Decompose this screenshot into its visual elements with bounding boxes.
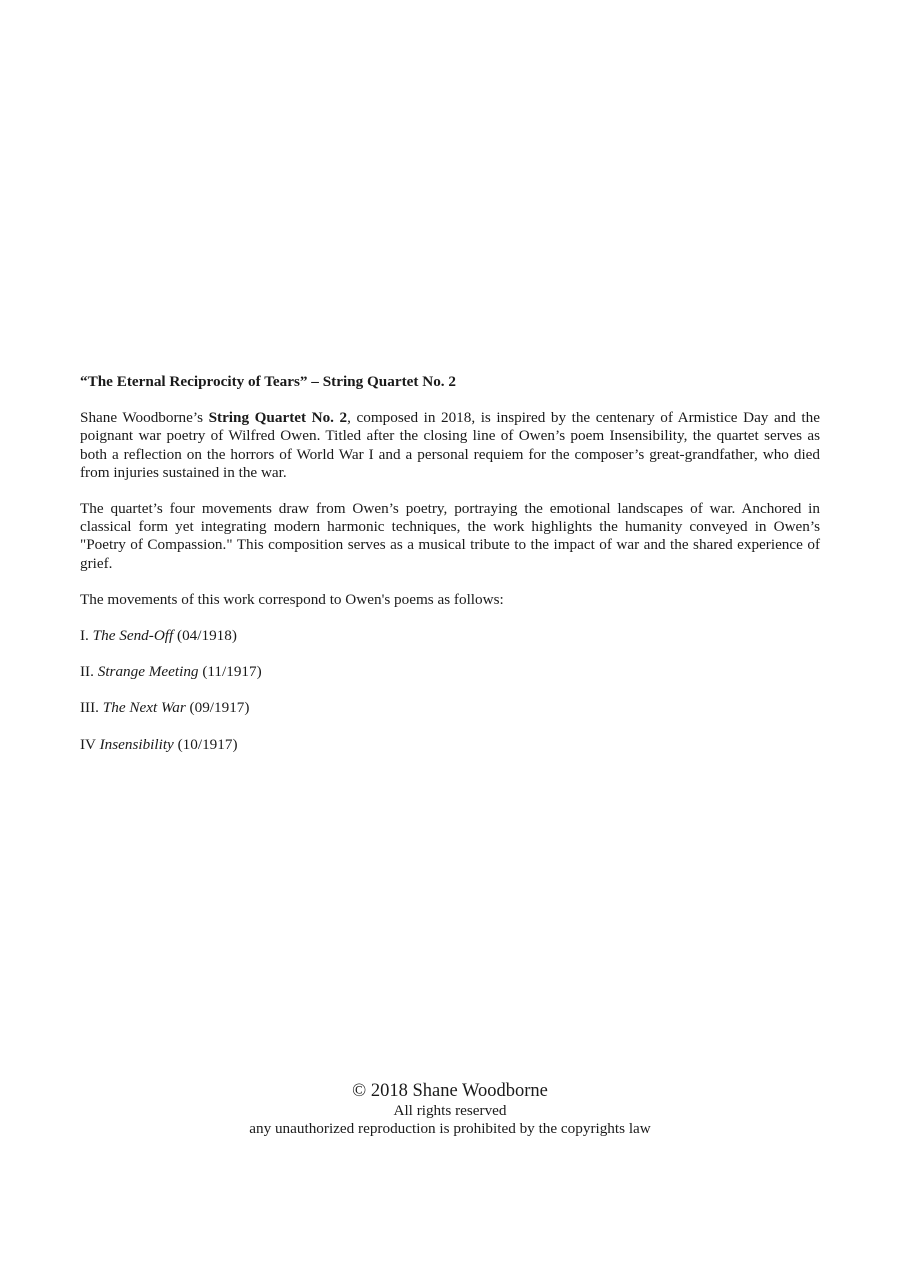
movement-item <box>80 627 820 645</box>
paragraph-intro-end: , composed in 2018, is inspired by the centenary of Armistice Day and the poignant war poetry of Wilfred Owen. Titled after the closing line of Owen’s poem Insensibility, the quartet serves as both a reflection on the horrors of World War I and a personal requiem for the composer’s great-grandfather, who died from injuries sustained in the war. <box>80 409 820 481</box>
movement-poem: Insensibility <box>99 735 174 753</box>
movement-item <box>80 736 820 754</box>
movement-date: (04/1918) <box>177 627 237 645</box>
copyright-footer <box>0 1081 900 1138</box>
movement-poem: The Send-Off <box>92 627 174 645</box>
movement-numeral: II. <box>80 663 94 681</box>
movement-numeral: III. <box>80 699 99 717</box>
paragraph-intro <box>80 409 820 482</box>
movement-date: (10/1917) <box>177 735 238 753</box>
paragraph-movements-description: The quartet’s four movements draw from Owen’s poetry, portraying the emotional landscapes of war. Anchored in classical form yet integrating modern harmonic techniques, the work highlights the humanity conveyed in Owen’s "Poetry of Compassion." This composition serves as a musical tribute to the impact of war and the shared experience of grief. <box>80 500 820 572</box>
movements-intro: The movements of this work correspond to Owen's poems as follows: <box>80 590 504 608</box>
movement-date: (11/1917) <box>202 663 262 681</box>
reproduction-notice: any unauthorized reproduction is prohibited by the copyrights law <box>249 1120 651 1137</box>
document-title: “The Eternal Reciprocity of Tears” – String Quartet No. 2 <box>80 373 456 390</box>
movement-date: (09/1917) <box>189 699 250 717</box>
rights-reserved: All rights reserved <box>393 1102 507 1119</box>
document-body <box>80 373 820 754</box>
work-title-bold: String Quartet No. 2 <box>208 409 348 427</box>
movement-poem: Strange Meeting <box>97 663 199 681</box>
movement-item <box>80 663 820 681</box>
paragraph-intro-start: Shane Woodborne’s <box>80 409 209 427</box>
movement-numeral: I. <box>80 627 89 645</box>
movement-item <box>80 699 820 717</box>
movement-poem: The Next War <box>102 699 186 717</box>
copyright-line: © 2018 Shane Woodborne <box>352 1081 548 1101</box>
movement-numeral: IV <box>80 735 96 753</box>
